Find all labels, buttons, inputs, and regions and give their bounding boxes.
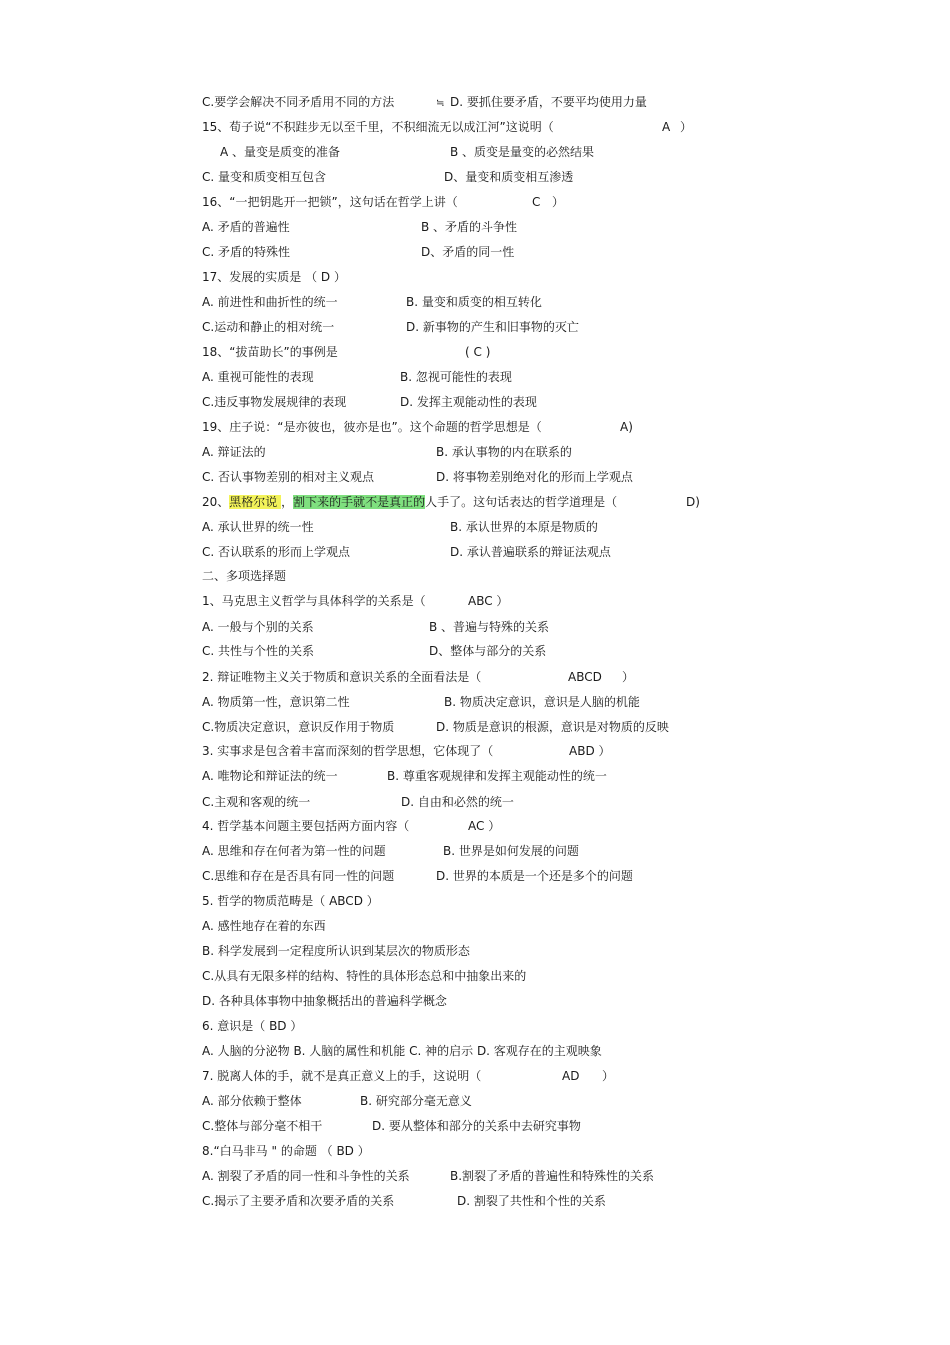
m8-option-c: C.揭示了主要矛盾和次要矛盾的关系 xyxy=(202,1194,395,1208)
highlight-quote: 割下来的手就不是真正的 xyxy=(293,495,426,509)
q16-question: 16、“一把钥匙开一把锁”，这句话在哲学上讲（ xyxy=(202,195,458,209)
m8-option-a: A. 割裂了矛盾的同一性和斗争性的关系 xyxy=(202,1169,410,1183)
q18-question: 18、“拔苗助长”的事例是 xyxy=(202,345,338,359)
q20-option-a: A. 承认世界的统一性 xyxy=(202,520,314,534)
m7-question: 7. 脱离人体的手，就不是真正意义上的手，这说明（ xyxy=(202,1069,482,1083)
m5-option-c: C.从具有无限多样的结构、特性的具体形态总和中抽象出来的 xyxy=(202,969,527,983)
m8-option-d: D. 割裂了共性和个性的关系 xyxy=(457,1194,606,1208)
q18-option-c: C.违反事物发展规律的表现 xyxy=(202,395,347,409)
q15-option-c: C. 量变和质变相互包含 xyxy=(202,170,327,184)
q17-question: 17、发展的实质是 （ D ） xyxy=(202,270,346,284)
q14-option-d: D. 要抓住要矛盾，不要平均使用力量 xyxy=(450,95,647,109)
q15-close: ） xyxy=(680,120,693,134)
q17-option-a: A. 前进性和曲折性的统一 xyxy=(202,295,338,309)
m7-option-d: D. 要从整体和部分的关系中去研究事物 xyxy=(372,1119,581,1133)
m3-question: 3. 实事求是包含着丰富而深刻的哲学思想，它体现了（ xyxy=(202,744,494,758)
m2-option-d: D. 物质是意识的根源，意识是对物质的反映 xyxy=(436,720,669,734)
m4-option-b: B. 世界是如何发展的问题 xyxy=(443,844,579,858)
q19-answer: A) xyxy=(620,420,633,434)
q20-option-b: B. 承认世界的本原是物质的 xyxy=(450,520,598,534)
q18-option-d: D. 发挥主观能动性的表现 xyxy=(400,395,537,409)
q15-question: 15、荀子说“不积跬步无以至千里，不积细流无以成江河”这说明（ xyxy=(202,120,554,134)
m4-option-a: A. 思维和存在何者为第一性的问题 xyxy=(202,844,386,858)
m4-option-d: D. 世界的本质是一个还是多个的问题 xyxy=(436,869,633,883)
q15-option-d: D、量变和质变相互渗透 xyxy=(444,170,574,184)
q15-option-a: A 、量变是质变的准备 xyxy=(220,145,341,159)
q17-option-c: C.运动和静止的相对统一 xyxy=(202,320,335,334)
m1-question: 1、马克思主义哲学与具体科学的关系是（ xyxy=(202,594,426,608)
m8-question: 8.“白马非马 " 的命题 （ BD ） xyxy=(202,1144,370,1158)
q16-close: ） xyxy=(552,195,565,209)
q17-option-d: D. 新事物的产生和旧事物的灭亡 xyxy=(406,320,579,334)
q20-rest: 人手了。这句话表达的哲学道理是（ xyxy=(425,495,618,509)
q19-option-d: D. 将事物差别绝对化的形而上学观点 xyxy=(436,470,633,484)
stray-mark: ≒ xyxy=(436,98,445,109)
m1-option-c: C. 共性与个性的关系 xyxy=(202,644,315,658)
q19-question: 19、庄子说：“是亦彼也，彼亦是也”。这个命题的哲学思想是（ xyxy=(202,420,542,434)
m4-question: 4. 哲学基本问题主要包括两方面内容（ xyxy=(202,819,410,833)
q16-answer: C xyxy=(532,195,541,209)
m7-option-b: B. 研究部分毫无意义 xyxy=(360,1094,472,1108)
q20-answer: D) xyxy=(686,495,700,509)
m7-option-c: C.整体与部分毫不相干 xyxy=(202,1119,323,1133)
m2-close: ） xyxy=(622,670,635,684)
q20-option-c: C. 否认联系的形而上学观点 xyxy=(202,545,351,559)
q17-option-b: B. 量变和质变的相互转化 xyxy=(406,295,542,309)
m5-option-b: B. 科学发展到一定程度所认识到某层次的物质形态 xyxy=(202,944,470,958)
m7-answer: AD xyxy=(562,1069,580,1083)
highlight-hegel: 黑格尔说 xyxy=(229,495,282,509)
q16-option-a: A. 矛盾的普遍性 xyxy=(202,220,290,234)
q18-option-a: A. 重视可能性的表现 xyxy=(202,370,314,384)
q19-option-c: C. 否认事物差别的相对主义观点 xyxy=(202,470,375,484)
m7-option-a: A. 部分依赖于整体 xyxy=(202,1094,302,1108)
q18-option-b: B. 忽视可能性的表现 xyxy=(400,370,512,384)
m4-answer: AC ） xyxy=(468,819,501,833)
m2-question: 2. 辩证唯物主义关于物质和意识关系的全面看法是（ xyxy=(202,670,482,684)
m5-question: 5. 哲学的物质范畴是（ ABCD ） xyxy=(202,894,379,908)
m6-options: A. 人脑的分泌物 B. 人脑的属性和机能 C. 神的启示 D. 客观存在的主观映象 xyxy=(202,1044,602,1058)
m3-option-c: C.主观和客观的统一 xyxy=(202,795,311,809)
q20-comma: ， xyxy=(281,495,294,509)
q15-option-b: B 、质变是量变的必然结果 xyxy=(450,145,595,159)
m1-option-b: B 、普遍与特殊的关系 xyxy=(429,620,550,634)
m5-option-d: D. 各种具体事物中抽象概括出的普遍科学概念 xyxy=(202,994,447,1008)
m1-option-d: D、整体与部分的关系 xyxy=(429,644,547,658)
m2-option-b: B. 物质决定意识，意识是人脑的机能 xyxy=(444,695,640,709)
q20-option-d: D. 承认普遍联系的辩证法观点 xyxy=(450,545,611,559)
m5-option-a: A. 感性地存在着的东西 xyxy=(202,919,326,933)
m1-answer: ABC ） xyxy=(468,594,509,608)
m1-option-a: A. 一般与个别的关系 xyxy=(202,620,314,634)
m3-option-a: A. 唯物论和辩证法的统一 xyxy=(202,769,338,783)
q18-answer: ( C ) xyxy=(465,345,491,359)
m2-option-a: A. 物质第一性，意识第二性 xyxy=(202,695,350,709)
q20-question xyxy=(202,494,617,510)
q19-option-b: B. 承认事物的内在联系的 xyxy=(436,445,572,459)
m6-question: 6. 意识是（ BD ） xyxy=(202,1019,303,1033)
q20-prefix: 20、 xyxy=(202,495,230,509)
m2-answer: ABCD xyxy=(568,670,602,684)
q19-option-a: A. 辩证法的 xyxy=(202,445,266,459)
m3-option-b: B. 尊重客观规律和发挥主观能动性的统一 xyxy=(387,769,607,783)
q15-answer: A xyxy=(662,120,671,134)
q14-option-c: C.要学会解决不同矛盾用不同的方法 xyxy=(202,95,395,109)
q16-option-b: B 、矛盾的斗争性 xyxy=(421,220,518,234)
section-heading-multiple-choice: 二、多项选择题 xyxy=(202,569,287,583)
m3-answer: ABD ） xyxy=(569,744,611,758)
m4-option-c: C.思维和存在是否具有同一性的问题 xyxy=(202,869,395,883)
m2-option-c: C.物质决定意识，意识反作用于物质 xyxy=(202,720,395,734)
q16-option-d: D、矛盾的同一性 xyxy=(421,245,515,259)
m3-option-d: D. 自由和必然的统一 xyxy=(401,795,514,809)
m8-option-b: B.割裂了矛盾的普遍性和特殊性的关系 xyxy=(450,1169,655,1183)
q16-option-c: C. 矛盾的特殊性 xyxy=(202,245,291,259)
m7-close: ） xyxy=(602,1069,615,1083)
